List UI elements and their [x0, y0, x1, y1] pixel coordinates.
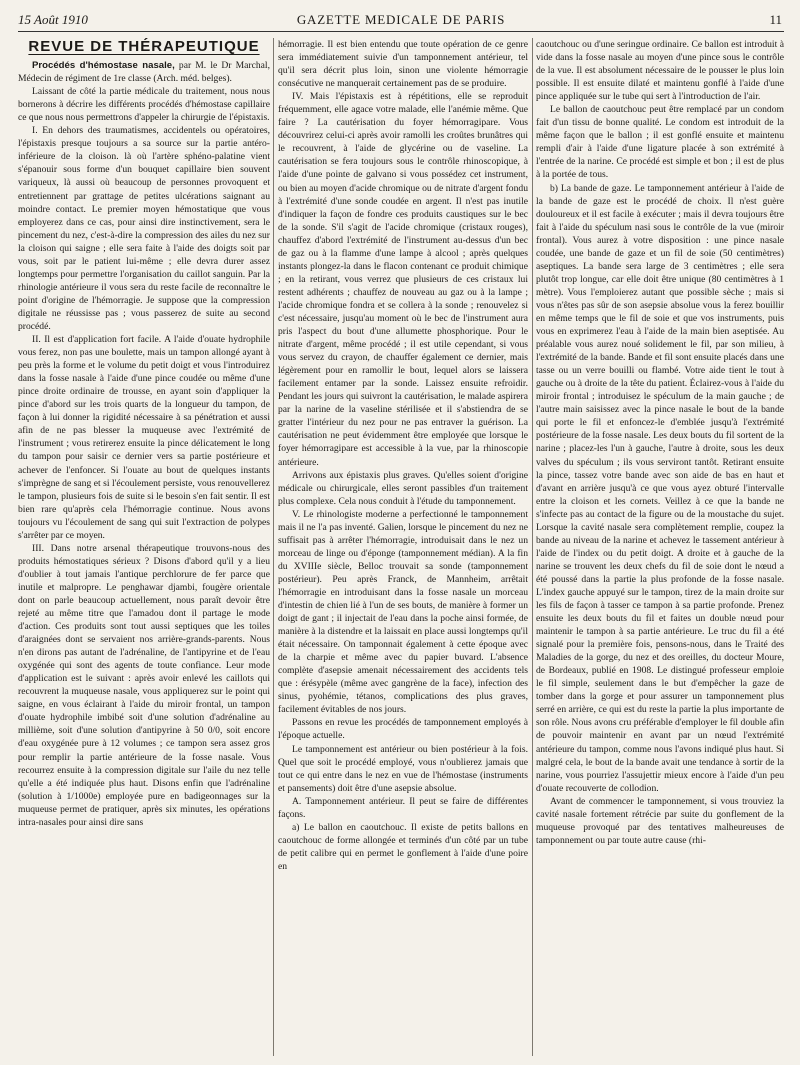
column-divider: [532, 38, 533, 1056]
paragraph: Le ballon de caoutchouc peut être remplacé par un condom fait d'un tissu de bonne qualité. Le condom est introduit de la même façon que le ballon ; il est gonflé ensuite et maintenu rempli d'air à l'aide d'une ligature placée à son extrémité à l'entrée de la narine. Ce procédé est simple et bon ; il est de plus à la portée de tous.: [536, 104, 784, 181]
article-title: Procédés d'hémostase nasale,: [32, 60, 175, 72]
column-2: [278, 38, 528, 1056]
paragraph: I. En dehors des traumatismes, accidentels ou opératoires, l'épistaxis presque toujours a sa source sur la partie antéro-inférieure de la cloison. là où l'artère sphéno-palatine vient s'épanouir sous forme d'un bouquet capillaire bien souvent variqueux, là aussi où beaucoup de personnes provoquent et entretiennent par grattage de petites ulcérations saignant au moindre contact. Le premier moyen hémostatique que vous employerez dans ce cas, pour ainsi dire instinctivement, sera le pincement du nez, c'est-à-dire la compression des ailes du nez sur la cloison qui saigne ; elle sera faite à l'aide des doigts soit par vous, soit par le patient lui-même ; elle devra durer assez longtemps pour permettre l'organisation du caillot sanguin. Par la rhinologie antérieure il vous sera du reste facile de reconnaître le point d'origine de l'hémorragie. Je suppose que la compression digitale ne réussisse pas ; vous passerez de suite au second procédé.: [18, 125, 270, 332]
column-3: [536, 38, 784, 1056]
page: [18, 10, 784, 1058]
article-heading: [18, 59, 270, 85]
page-number: 11: [769, 12, 782, 27]
paragraph: II. Il est d'application fort facile. A l'aide d'ouate hydrophile vous ferez, non pas une boulette, mais un tampon allongé ayant à peu près la forme et le volume du petit doigt et vous l'introduirez dans la fosse nasale à l'aide d'une pince coudée ou même d'une pince droite ordinaire de trousse, en ayant soin d'appliquer la pince d'abord sur les trois quarts de la longueur du tampon, de façon à lui donner la rigidité nécessaire à sa pénétration et aussi afin de ne pas blesser la muqueuse avec l'extrémité de l'instrument ; vous retirerez ensuite la pince délicatement le long du tampon pour saisir ce dernier vers sa partie postérieure et achever de l'enfoncer. Si l'ouate au bout de quelques instants s'imprègne de sang et si l'écoulement persiste, vous renouvellerez le tampon, plusieurs fois de suite si le besoin s'en fait sentir. Il est bien rare qu'après cela l'hémorragie continue. Nous avons toujours vu l'écoulement de sang qui suit l'extraction de polypes s'arrêter par ce moyen.: [18, 334, 270, 541]
running-header: [18, 10, 784, 32]
paragraph: A. Tamponnement antérieur. Il peut se faire de différentes façons.: [278, 795, 528, 820]
paragraph: b) La bande de gaze. Le tamponnement antérieur à l'aide de la bande de gaze est le procédé de choix. Il n'est guère douloureux et il est facile à exécuter ; mais il devra toujours être fait à l'aide du spéculum nasi sous le contrôle de la vue (miroir frontal). Vous aurez à votre disposition : une pince nasale coudée, une bande de gaze et un fil de soie (50 centimètres) aseptiques. La bande sera large de 3 centimètres ; elle sera plutôt trop longue, car elle doit être unique (80 centimètres à 1 mètre). Vous l'emploierez autant que possible sèche ; mais si vous n'êtes pas sûr de son asepsie absolue vous la ferez bouillir en même temps que le fil de soie et que vos instruments, puis vous en exprimerez l'eau à l'aide de la main bien aseptisée. Au préalable vous aurez noué solidement le fil, par son milieu, à l'extrémité de la bande. Bande et fil sont ensuite placés dans une tasse ou un verre bouilli ou flambé. Votre aide tient le tout à gauche ou à droite de la tête du patient. Éclairez-vous à l'aide du miroir frontal ; introduisez le spéculum de la main gauche ; de l'autre main saisissez avec la pince nasale le bout de la bande qui porte le fil et enfoncez-le d'emblée jusqu'à l'extrémité postérieure de la fosse nasale. Les deux bouts du fil sortent de la narine ; placez-les l'un à gauche, l'autre à droite, sous les deux valves du spéculum ; ils vous serviront tantôt. Retirant ensuite la pince, tassez votre bande avec son aide de bas en haut et d'avant en arrière jusqu'à ce que vous ayez obturé l'intervalle entre la cloison et les cornets. Veillez à ce que la bande ne s'infecte pas au contact de la figure ou de la moustache du sujet. Lorsque la cavité nasale sera complètement remplie, coupez la bande au niveau de la narine et achevez le tassement antérieur à l'aide de l'index ou du petit doigt. A droite et à gauche de la narine se trouvent les deux chefs du fil de soie dont le nœud a été poussé dans la partie la plus profonde de la fosse nasale. L'index gauche appuyé sur le tampon, tirez de la main droite sur les fils de façon à tasser ce tampon à sa partie profonde. Prenez ensuite les deux bouts du fil et faites un double nœud pour maintenir le tampon à sa partie antérieure. Le truc du fil a été signalé pour la première fois, pensons-nous, dans le Traité des Maladies de la gorge, du nez et des oreilles, du docteur Moure, de Bordeaux, publié en 1908. Le distingué professeur emploie le fil simple, seulement dans le but d'empêcher la gaze de tomber dans la gorge et pour assurer un tamponnement plus serré en arrière, ce qui est du reste la partie la plus importante de son rôle. Nous avons cru préférable d'employer le fil double afin de pouvoir maintenir en avant par un nœud l'extrémité antérieure du tampon, comme nous l'avons indiqué plus haut. Si malgré cela, le bout de la bande avait une tendance à sortir de la narine, vous pourriez l'assujettir mieux encore à l'aide d'un peu d'ouate recouverte de collodion.: [536, 182, 784, 794]
paragraph: IV. Mais l'épistaxis est à répétitions, elle se reproduit fréquemment, elle agace votre malade, elle l'anémie même. Que faire ? La cautérisation du foyer hémorragipare. Vous découvrirez celui-ci après avoir ramolli les croûtes brunâtres qui le recouvrent, à l'aide de glycérine ou de vaseline. La cautérisation se fera toujours sous le contrôle rhinoscopique, à l'aide d'une pointe de galvano si vous possédez cet instrument, ou bien au moyen d'acide chromique ou de nitrate d'argent fondu à l'extrémité d'une sonde coudée en argent. Il n'est pas inutile d'indiquer la façon de fondre ces produits caustiques sur le bec de la sonde. S'il s'agit de l'acide chromique (cristaux rouges), chauffez d'abord l'extrémité de l'instrument au-dessus d'un bec de gaz ou à la flamme d'une lampe à alcool ; après quelques instants plongez-la dans le flacon contenant ce produit chimique ; en la retirant, vous verrez que plusieurs de ces cristaux lui restent adhérents ; chauffez de nouveau au gaz ou à la lampe ; l'acide chromique fondra et se collera à la sonde ; renouvelez si c'est nécessaire, jusqu'au moment où le bec de l'instrument aura pris l'aspect du bout d'une allumette phosphorique. Pour le nitrate d'argent, même procédé ; il est utile cependant, si vous vous servez du crayon, de chauffer également ce dernier, mais légèrement pour en ramollir le bout, lequel alors se laissera facilement entamer par la sonde. Laissez ensuite refroidir. Pendant les jours qui suivront la cautérisation, le malade aspirera par la narine de la vaseline stérilisée et il s'abstiendra de se gratter l'intérieur du nez pour ne pas entraver la guérison. La cautérisation ne peut évidemment être employée que lorsque le foyer hémorragipare est accessible à la vue, par la rhinoscopie antérieure.: [278, 91, 528, 468]
section-title: REVUE DE THÉRAPEUTIQUE: [28, 38, 260, 55]
paragraph: Passons en revue les procédés de tamponnement employés à l'époque actuelle.: [278, 717, 528, 742]
paragraph: hémorragie. Il est bien entendu que toute opération de ce genre sera immédiatement suivie d'un tamponnement antérieur, tel qu'il sera décrit plus loin, sinon une violente hémorragie consécutive ne manquerait certainement pas de se produire.: [278, 39, 528, 90]
paragraph: Avant de commencer le tamponnement, si vous trouviez la cavité nasale fortement rétrécie par suite du gonflement de la muqueuse provoqué par des tentatives malheureuses de tamponnement ou par toute autre cause (rhi-: [536, 795, 784, 846]
paragraph: Laissant de côté la partie médicale du traitement, nous nous bornerons à décrire les différents procédés d'hémostase capillaire ce que nous nous permettrons d'appeler la chirurgie de l'épistaxis.: [18, 86, 270, 124]
paragraph: V. Le rhinologiste moderne a perfectionné le tamponnement mais il ne l'a pas inventé. Galien, lorsque le pincement du nez ne suffisait pas à arrêter l'hémorragie, introduisait dans le nez un morceau de linge ou d'éponge (tamponnement médian). A la fin du XVIIIe siècle, Belloc trouvait sa sonde (tamponnement postérieur). Peu après Franck, de Mannheim, arrêtait l'hémorragie en introduisant dans la fosse nasale un morceau d'intestin de chien lié à l'un de ses bouts, de manière à former un doigt de gant ; il injectait de l'eau dans la poche ainsi formée, de manière à la distendre et la laissait en place aussi longtemps qu'il était nécessaire. On tamponnait également à cette époque avec de la charpie et même avec du papier buvard. L'absence complète d'asepsie amenait nécessairement des accidents tels que : érésypèle (même avec gangrène de la face), infection des sinus, pyohémie, tétanos, complications des plus graves, facilement évitables de nos jours.: [278, 508, 528, 716]
column-divider: [273, 38, 274, 1056]
header-date: 15 Août 1910: [18, 12, 88, 27]
paragraph: III. Dans notre arsenal thérapeutique trouvons-nous des produits hémostatiques sérieux ? Disons d'abord qu'il y a lieu d'oublier à tout jamais l'antique perchlorure de fer parce que inutile et malpropre. Le penghawar djambi, fougère orientale dont on parle beaucoup actuellement, nous paraît devoir être rejeté au même titre que l'amadou dont il partage le mode d'action. Ces produits sont tout aussi septiques que les toiles d'araignées dont se servaient nos arrière-grands-parents. Nous n'en dirons pas autant de l'adrénaline, de l'antipyrine et de l'eau oxygénée qui sont des agents de toute confiance. Leur mode d'application est le suivant : après avoir enlevé les caillots qui recouvrent la muqueuse nasale, vous appliquerez sur le point qui saigne, en vous éclairant à l'aide du miroir frontal, un tampon d'ouate hydrophile imbibé soit d'une solution d'adrénaline au millième, soit d'une solution d'antipyrine à 50 0/0, soit encore d'eau oxygénée pure à 12 volumes ; ce tampon sera assez gros pour remplir la partie antérieure de la fosse nasale. Vous recourrez ensuite à la compression digitale sur l'aile du nez telle qu'elle a été indiquée plus haut. Disons enfin que l'adrénaline (solution à 1/1000e) employée pure en badigeonnages sur la muqueuse permet de pratiquer, après six minutes, les opérations intra-nasales pour ainsi dire sans: [18, 542, 270, 828]
column-1: [18, 38, 270, 1056]
paragraph: Le tamponnement est antérieur ou bien postérieur à la fois. Quel que soit le procédé employé, vous n'oublierez jamais que tout ce qui entre dans le nez en vue de l'hémostase (instruments et pansements) doit être d'une asepsie absolue.: [278, 743, 528, 794]
header-rule: [18, 31, 784, 32]
article-byline: par M. le Dr Marchal, Médecin de régiment de 1re classe (Arch. méd. belges).: [18, 60, 270, 85]
header-title: GAZETTE MEDICALE DE PARIS: [296, 12, 506, 27]
paragraph: a) Le ballon en caoutchouc. Il existe de petits ballons en caoutchouc de forme allongée et terminés d'un côté par un tube de petit calibre qui en permet le gonflement à l'aide d'une poire en: [278, 821, 528, 872]
paragraph: Arrivons aux épistaxis plus graves. Qu'elles soient d'origine médicale ou chirurgicale, elles seront passibles d'un traitement plus complexe. Cela nous conduit à l'étude du tamponnement.: [278, 469, 528, 507]
paragraph: caoutchouc ou d'une seringue ordinaire. Ce ballon est introduit à vide dans la fosse nasale au moyen d'une pince sous le contrôle de la vue. Il est absolument nécessaire de le pousser le plus loin possible. Il est ensuite dilaté et maintenu gonflé à l'aide d'une pince appliquée sur le tube qui sert à l'introduction de l'air.: [536, 39, 784, 103]
